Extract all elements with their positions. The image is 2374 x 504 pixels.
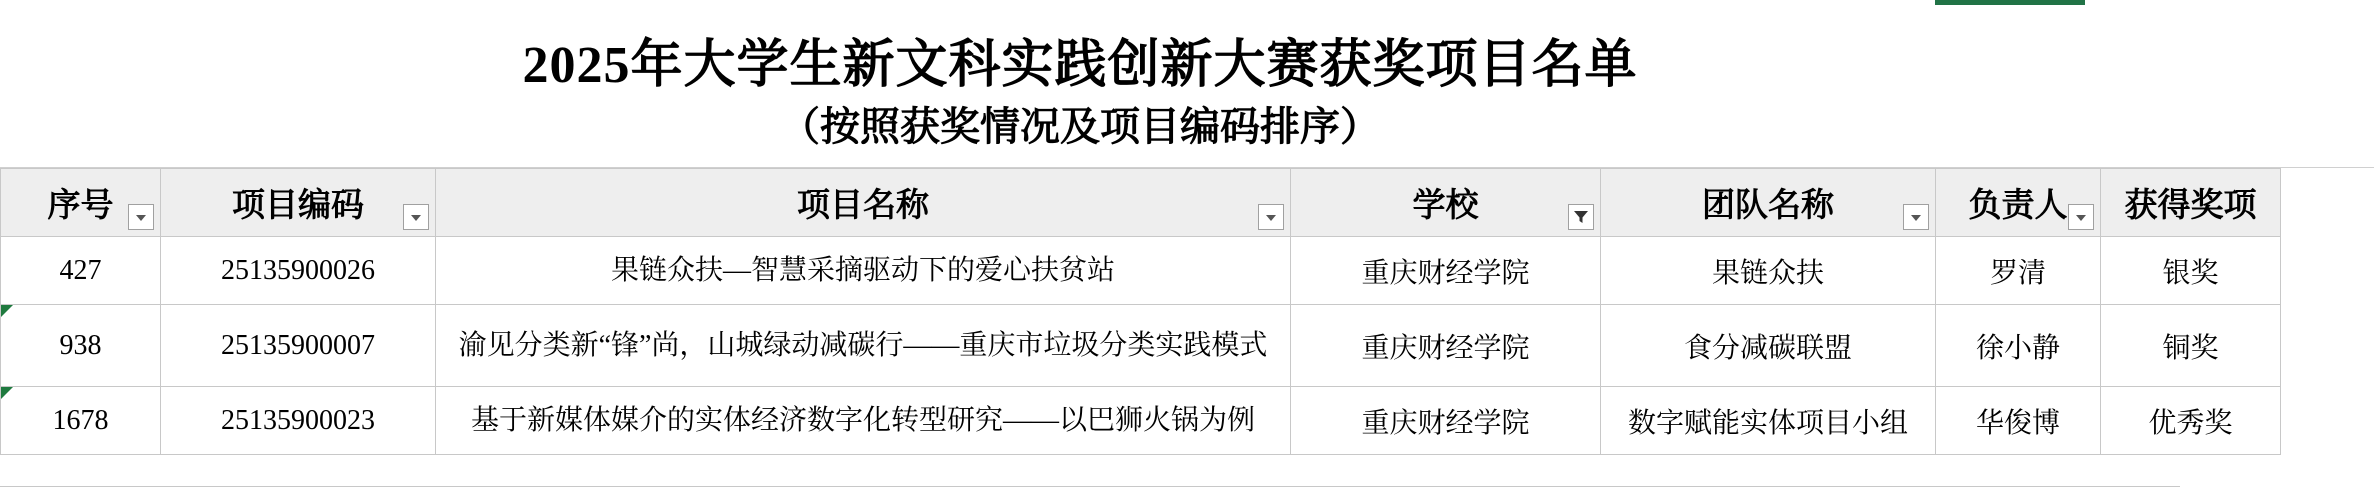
- table-bottom-divider: [0, 486, 2180, 487]
- cell-award[interactable]: 优秀奖: [2101, 387, 2281, 455]
- table-header-row: [1, 169, 2281, 237]
- column-header-award-label: 获得奖项: [2124, 188, 2257, 224]
- cell-school[interactable]: 重庆财经学院: [1291, 305, 1601, 387]
- cell-school[interactable]: 重庆财经学院: [1291, 237, 1601, 305]
- cell-award[interactable]: 银奖: [2101, 237, 2281, 305]
- cell-seq-value: 1678: [52, 404, 109, 436]
- table-row: [1, 305, 2281, 387]
- chevron-down-icon[interactable]: [2068, 204, 2094, 230]
- column-header-seq: [1, 169, 161, 237]
- comment-marker-icon: [1, 305, 13, 317]
- column-header-team-label: 团队名称: [1702, 188, 1834, 224]
- column-header-code: [161, 169, 436, 237]
- cell-project-name[interactable]: 果链众扶—智慧采摘驱动下的爱心扶贫站: [436, 237, 1291, 305]
- column-header-project-name: [436, 169, 1291, 237]
- cell-seq[interactable]: 427: [1, 237, 161, 305]
- cell-code[interactable]: 25135900007: [161, 305, 436, 387]
- cell-leader[interactable]: 罗清: [1936, 237, 2101, 305]
- table-row: [1, 387, 2281, 455]
- table-row: [1, 237, 2281, 305]
- cell-project-name[interactable]: 渝见分类新“锋”尚，山城绿动减碳行——重庆市垃圾分类实践模式: [436, 305, 1291, 387]
- page-subtitle: （按照获奖情况及项目编码排序）: [780, 104, 1380, 149]
- column-header-school-label: 学校: [1412, 188, 1479, 224]
- column-header-leader: [1936, 169, 2101, 237]
- chevron-down-icon[interactable]: [128, 204, 154, 230]
- chevron-down-icon[interactable]: [1903, 204, 1929, 230]
- filter-funnel-icon[interactable]: [1568, 204, 1594, 230]
- cell-seq[interactable]: [1, 305, 161, 387]
- award-list-table: [0, 168, 2281, 455]
- cell-leader[interactable]: 华俊博: [1936, 387, 2101, 455]
- cell-project-name[interactable]: 基于新媒体媒介的实体经济数字化转型研究——以巴狮火锅为例: [436, 387, 1291, 455]
- column-header-leader-label: 负责人: [1968, 188, 2068, 224]
- cell-code[interactable]: 25135900023: [161, 387, 436, 455]
- cell-team[interactable]: 数字赋能实体项目小组: [1601, 387, 1936, 455]
- chevron-down-icon[interactable]: [1258, 204, 1284, 230]
- cell-team[interactable]: 食分减碳联盟: [1601, 305, 1936, 387]
- comment-marker-icon: [1, 387, 13, 399]
- cell-seq-value: 938: [59, 329, 102, 361]
- column-header-school: [1291, 169, 1601, 237]
- document-title-block: [0, 0, 2374, 168]
- column-header-code-label: 项目编码: [232, 188, 364, 224]
- chevron-down-icon[interactable]: [403, 204, 429, 230]
- cell-school[interactable]: 重庆财经学院: [1291, 387, 1601, 455]
- cell-leader[interactable]: 徐小静: [1936, 305, 2101, 387]
- column-header-team: [1601, 169, 1936, 237]
- cell-team[interactable]: 果链众扶: [1601, 237, 1936, 305]
- filter-funnel-glyph: [1573, 209, 1589, 225]
- page-title: 2025年大学生新文科实践创新大赛获奖项目名单: [522, 37, 1638, 94]
- column-header-award: [2101, 169, 2281, 237]
- column-header-seq-label: 序号: [47, 188, 114, 224]
- column-header-project-name-label: 项目名称: [797, 188, 929, 224]
- cell-seq[interactable]: [1, 387, 161, 455]
- cell-code[interactable]: 25135900026: [161, 237, 436, 305]
- cell-award[interactable]: 铜奖: [2101, 305, 2281, 387]
